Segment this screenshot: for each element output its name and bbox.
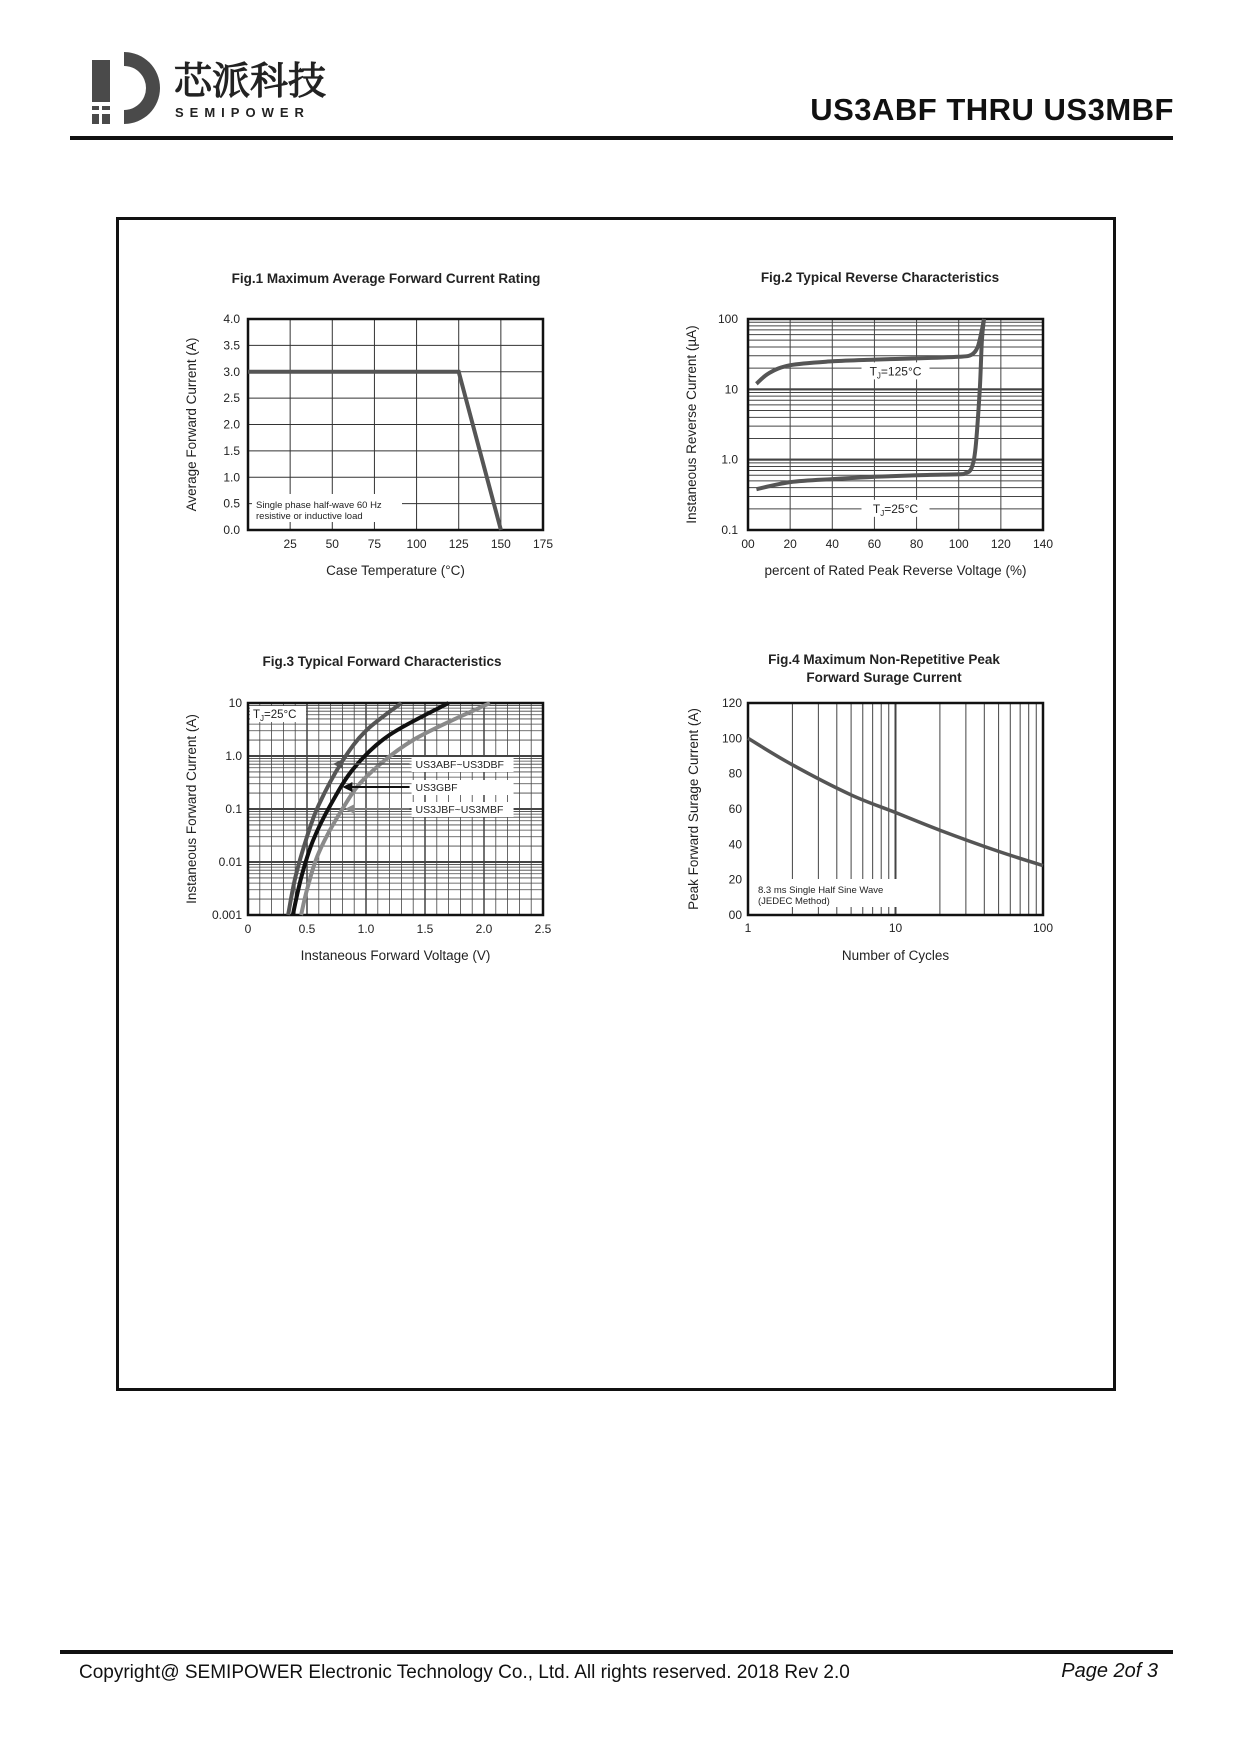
y-tick-label: 100 [721, 731, 742, 746]
y-tick-label: 1.0 [721, 452, 738, 467]
y-tick-label: 0.5 [223, 496, 240, 511]
legend-label: US3JBF~US3MBF [415, 804, 504, 816]
chart-fig4 [686, 652, 1053, 963]
series-label-main: T [869, 364, 877, 379]
chart-title: Fig.2 Typical Reverse Characteristics [760, 270, 1000, 285]
x-axis-label: Case Temperature (°C) [326, 563, 465, 578]
x-tick-label: 2.0 [475, 922, 493, 936]
page-number: Page 2of 3 [1061, 1660, 1158, 1682]
x-tick-label: 125 [448, 537, 469, 551]
x-tick-label: 1 [744, 921, 752, 935]
annotation: resistive or inductive load [256, 511, 363, 522]
chart-fig3 [184, 654, 552, 963]
x-axis-label: percent of Rated Peak Reverse Voltage (%) [764, 563, 1027, 578]
annotation-rest: =25°C [264, 709, 297, 721]
footer-divider [60, 1650, 1173, 1654]
chart-title: Fig.3 Typical Forward Characteristics [262, 654, 502, 669]
chart-title: Fig.1 Maximum Average Forward Current Rating [231, 271, 541, 286]
x-axis-label: Instaneous Forward Voltage (V) [300, 948, 491, 963]
y-tick-label: 0.01 [218, 855, 242, 869]
x-tick-label: 0.5 [298, 922, 316, 936]
x-tick-label: 175 [532, 537, 554, 551]
page-title: US3ABF THRU US3MBF [810, 92, 1174, 127]
y-tick-label: 120 [721, 696, 742, 710]
annotation: Single phase half-wave 60 Hz [256, 500, 382, 511]
y-tick-label: 0.0 [223, 523, 240, 537]
y-tick-label: 100 [717, 312, 738, 326]
x-tick-label: 60 [867, 537, 882, 551]
annotation-main: T [253, 709, 261, 721]
y-axis-label: Instaneous Forward Current (A) [184, 714, 199, 904]
plot-border [748, 319, 1043, 530]
y-tick-label: 10 [228, 696, 242, 710]
legend-label: US3GBF [415, 782, 458, 794]
x-axis-label: Number of Cycles [841, 948, 950, 963]
y-tick-label: 40 [728, 837, 742, 852]
chart-title: Fig.4 Maximum Non-Repetitive Peak [768, 652, 1000, 667]
y-tick-label: 1.5 [223, 443, 240, 458]
chart-title-2: Forward Surage Current [806, 670, 962, 685]
x-tick-label: 80 [909, 537, 924, 551]
y-tick-label: 80 [728, 766, 742, 781]
y-tick-label: 0.001 [211, 908, 242, 922]
y-tick-label: 3.0 [223, 364, 240, 379]
y-tick-label: 10 [724, 382, 738, 397]
annotation-sub: J [260, 714, 265, 723]
y-tick-label: 0.1 [225, 802, 242, 816]
series-label-main: T [872, 501, 881, 516]
x-tick-label: 100 [406, 537, 427, 551]
x-tick-label: 40 [825, 537, 839, 551]
annotation [253, 709, 296, 723]
y-tick-label: 1.0 [223, 470, 240, 485]
x-tick-label: 2.5 [534, 922, 552, 936]
y-tick-label: 4.0 [223, 312, 240, 326]
x-tick-label: 120 [990, 537, 1011, 551]
y-tick-label: 2.5 [223, 391, 240, 406]
annotation: 8.3 ms Single Half Sine Wave [758, 885, 884, 896]
x-tick-label: 140 [1032, 537, 1054, 551]
footer-copyright: Copyright@ SEMIPOWER Electronic Technology Co., Ltd. All rights reserved. 2018 Rev 2.0 [79, 1662, 850, 1683]
series-label-sub: J [880, 508, 885, 518]
x-tick-label: 00 [741, 537, 755, 551]
x-tick-label: 1.5 [416, 922, 434, 936]
y-tick-label: 0.1 [721, 523, 738, 537]
x-tick-label: 100 [1032, 921, 1054, 935]
series-label-rest: =25°C [884, 501, 919, 516]
annotation: (JEDEC Method) [758, 896, 830, 907]
company-name-en: SEMIPOWER [175, 105, 310, 120]
y-tick-label: 00 [728, 908, 742, 922]
x-tick-label: 150 [490, 537, 511, 551]
y-tick-label: 20 [728, 872, 742, 887]
chart-fig1 [184, 271, 553, 578]
x-tick-label: 0 [244, 922, 252, 936]
legend-label: US3ABF~US3DBF [415, 759, 504, 771]
x-tick-label: 50 [325, 537, 339, 551]
y-tick-label: 60 [728, 802, 742, 816]
y-tick-label: 2.0 [223, 417, 240, 432]
x-tick-label: 25 [283, 537, 297, 551]
y-tick-label: 1.0 [225, 749, 242, 763]
x-tick-label: 100 [948, 537, 969, 551]
series-label-sub: J [876, 371, 881, 381]
x-tick-label: 10 [888, 921, 903, 935]
y-axis-label: Instaneous Reverse Current (µA) [684, 325, 699, 524]
x-tick-label: 20 [783, 537, 797, 551]
y-tick-label: 3.5 [223, 338, 240, 353]
y-axis-label: Average Forward Current (A) [184, 337, 199, 512]
series-label [873, 502, 918, 518]
chart-fig2 [684, 270, 1053, 578]
x-tick-label: 1.0 [357, 922, 375, 936]
series-label-rest: =125°C [880, 364, 922, 379]
x-tick-label: 75 [367, 537, 382, 551]
company-name-cn: 芯派科技 [174, 59, 327, 103]
y-axis-label: Peak Forward Surage Current (A) [686, 708, 701, 910]
